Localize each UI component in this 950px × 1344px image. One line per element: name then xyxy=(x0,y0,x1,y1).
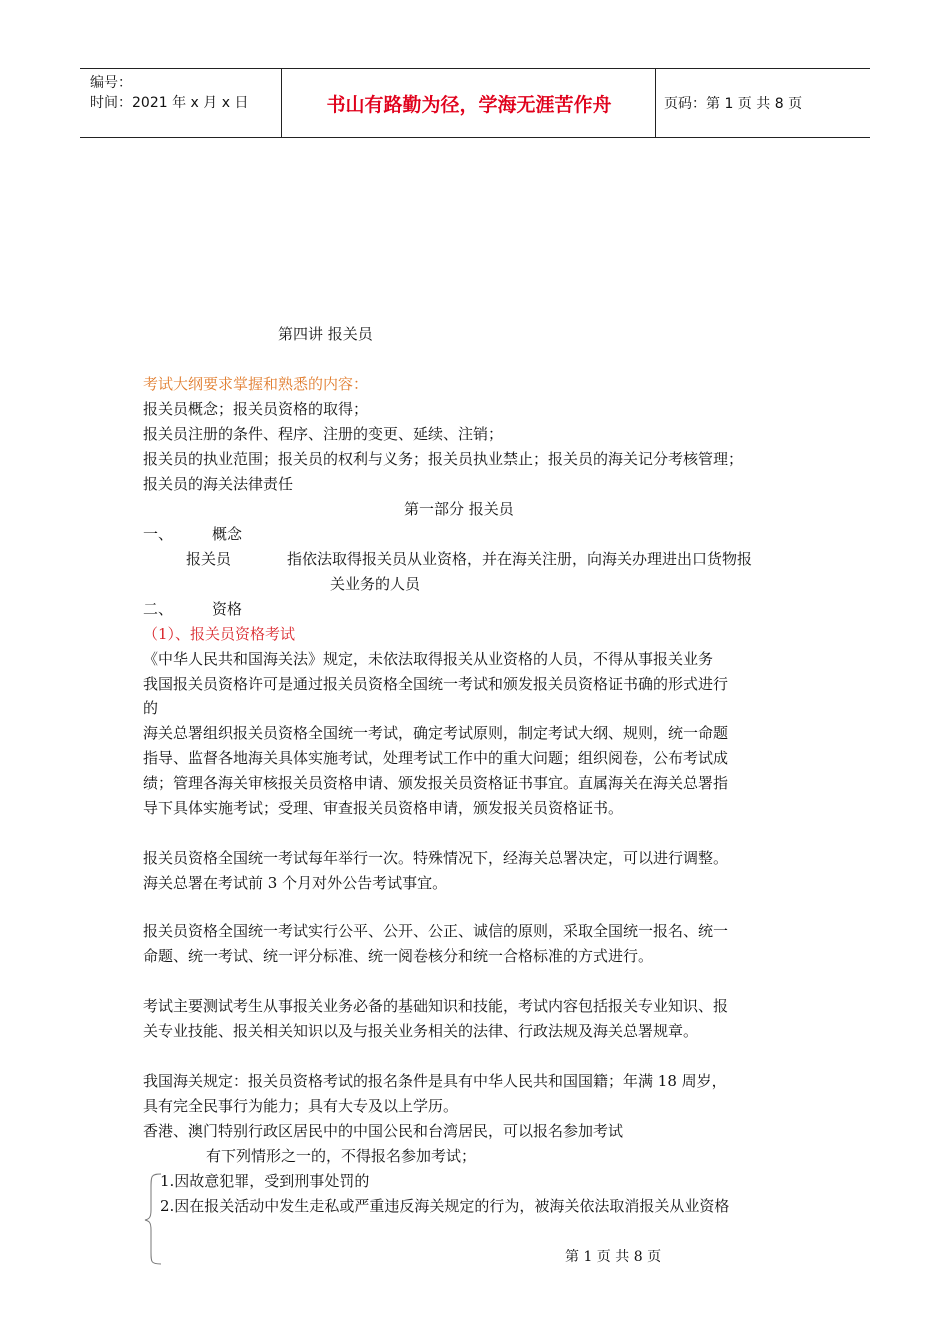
paragraph-line: 我国海关规定：报关员资格考试的报名条件是具有中华人民共和国国籍；年满 18 周岁， xyxy=(143,1072,727,1090)
definition-term: 报关员 xyxy=(186,550,232,568)
outline-item: 报关员概念；报关员资格的取得； xyxy=(143,400,369,418)
paragraph-line: 导下具体实施考试；受理、审查报关员资格申请，颁发报关员资格证书。 xyxy=(143,799,624,817)
header-motto: 书山有路勤为径，学海无涯苦作舟 xyxy=(283,69,656,137)
paragraph-line: 《中华人民共和国海关法》规定，未依法取得报关从业资格的人员，不得从事报关业务 xyxy=(143,650,714,668)
outline-heading: 考试大纲要求掌握和熟悉的内容： xyxy=(143,375,369,393)
paragraph-line: 报关员资格全国统一考试实行公平、公开、公正、诚信的原则，采取全国统一报名、统一 xyxy=(143,922,729,940)
paragraph-line: 具有完全民事行为能力；具有大专及以上学历。 xyxy=(143,1097,459,1115)
section-number: 一、 xyxy=(143,525,174,543)
time-label: 时间：2021 年 x 月 x 日 xyxy=(90,95,249,111)
outline-item: 报关员注册的条件、程序、注册的变更、延续、注销； xyxy=(143,425,504,443)
section-title: 资格 xyxy=(212,600,243,618)
paragraph-line: 命题、统一考试、统一评分标准、统一阅卷核分和统一合格标准的方式进行。 xyxy=(143,947,654,965)
section-number: 二、 xyxy=(143,600,174,618)
lecture-title: 第四讲 报关员 xyxy=(278,325,373,343)
list-item: 2.因在报关活动中发生走私或严重违反海关规定的行为，被海关依法取消报关从业资格 xyxy=(160,1197,730,1215)
subsection-title: （1）、报关员资格考试 xyxy=(143,625,296,643)
part-title: 第一部分 报关员 xyxy=(404,500,514,518)
paragraph-line: 香港、澳门特别行政区居民中的中国公民和台湾居民，可以报名参加考试 xyxy=(143,1122,624,1140)
list-item: 1.因故意犯罪，受到刑事处罚的 xyxy=(160,1172,370,1190)
paragraph-line: 绩；管理各海关审核报关员资格申请、颁发报关员资格证书事宜。直属海关在海关总署指 xyxy=(143,774,729,792)
definition-text: 关业务的人员 xyxy=(330,575,421,593)
paragraph-line: 关专业技能、报关相关知识以及与报关业务相关的法律、行政法规及海关总署规章。 xyxy=(143,1022,699,1040)
paragraph-line: 指导、监督各地海关具体实施考试，处理考试工作中的重大问题；组织阅卷，公布考试成 xyxy=(143,749,729,767)
paragraph-line: 有下列情形之一的，不得报名参加考试； xyxy=(206,1147,477,1165)
header-info-cell xyxy=(80,69,282,137)
number-label: 编号： xyxy=(90,75,132,91)
section-title: 概念 xyxy=(212,525,243,543)
header-table xyxy=(80,68,870,138)
definition-text: 指依法取得报关员从业资格，并在海关注册，向海关办理进出口货物报 xyxy=(287,550,753,568)
paragraph-line: 报关员资格全国统一考试每年举行一次。特殊情况下，经海关总署决定，可以进行调整。 xyxy=(143,849,729,867)
paragraph-line: 考试主要测试考生从事报关业务必备的基础知识和技能，考试内容包括报关专业知识、报 xyxy=(143,997,729,1015)
outline-item: 报关员的执业范围；报关员的权利与义务；报关员执业禁止；报关员的海关记分考核管理； xyxy=(143,450,744,468)
paragraph-line: 海关总署组织报关员资格全国统一考试，确定考试原则，制定考试大纲、规则，统一命题 xyxy=(143,724,729,742)
outline-item: 报关员的海关法律责任 xyxy=(143,475,294,493)
paragraph-line: 的 xyxy=(143,699,159,717)
header-page-label: 页码：第 1 页 共 8 页 xyxy=(664,96,803,112)
paragraph-line: 海关总署在考试前 3 个月对外公告考试事宜。 xyxy=(143,874,448,892)
page-footer: 第 1 页 共 8 页 xyxy=(565,1249,662,1265)
paragraph-line: 我国报关员资格许可是通过报关员资格全国统一考试和颁发报关员资格证书确的形式进行 xyxy=(143,675,729,693)
